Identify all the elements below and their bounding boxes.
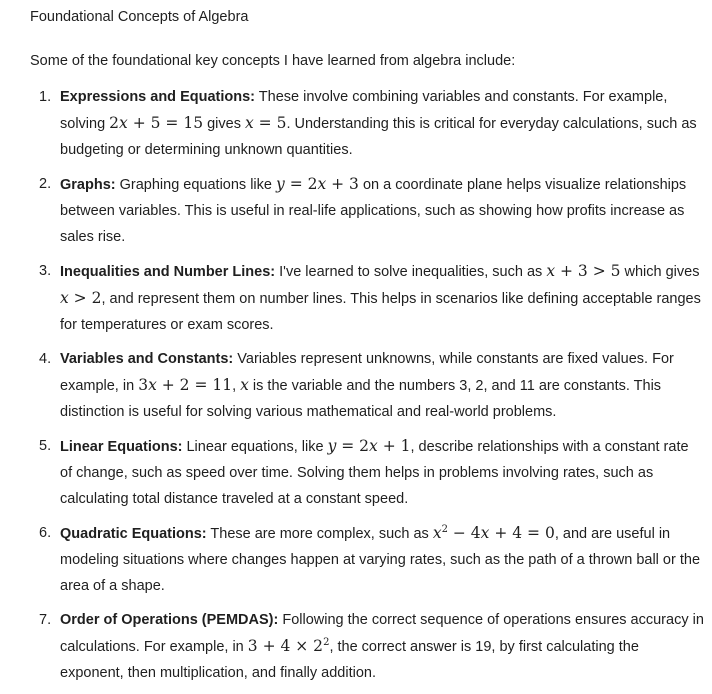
math-expression: $3 + 4 \times 2^2$ (247, 637, 330, 655)
item-text: , (232, 378, 241, 394)
item-text: Variables represent unknowns, while constants are fixed values. For example, in (60, 351, 674, 394)
item-text: Linear equations, like (182, 439, 328, 455)
concepts-list (0, 84, 712, 694)
math-expression: $x^2 - 4x + 4 = 0$ (432, 524, 555, 542)
item-term: Quadratic Equations: (60, 526, 207, 542)
math-expression: y = 2x + 1 (327, 437, 411, 455)
list-item (0, 607, 712, 686)
list-number: 1. (39, 89, 52, 105)
list-number: 4. (39, 351, 52, 367)
math-expression: x > 2 (60, 289, 102, 307)
math-expression: x (240, 376, 249, 394)
item-text: which gives (620, 264, 700, 280)
item-text: Following the correct sequence of operations ensures accuracy in calculations. For example, in (60, 612, 704, 655)
list-item (0, 171, 712, 250)
list-item (0, 433, 712, 512)
item-text: . Understanding this is critical for everyday calculations, such as budgeting or determining unknown quantities. (60, 116, 697, 158)
list-number: 7. (39, 612, 52, 628)
math-expression: x + 3 > 5 (546, 262, 621, 280)
list-number: 2. (39, 176, 52, 192)
item-text: , and are useful in modeling situations where changes happen at varying rates, such as the path of a thrown ball or the area of a shape. (60, 526, 701, 594)
item-term: Order of Operations (PEMDAS): (60, 612, 279, 628)
list-item (0, 258, 712, 338)
math-expression: x = 5 (245, 114, 287, 132)
item-text: is the variable and the numbers 3, 2, and 11 are constants. This distinction is useful for solving various mathematical and real-world problems. (60, 378, 662, 420)
item-text: on a coordinate plane helps visualize relationships between variables. This is useful in real-life applications, such as showing how profits increase as sales rise. (60, 177, 687, 245)
item-text: , the correct answer is 19, by first calculating the exponent, then multiplication, and finally addition. (60, 639, 639, 681)
list-item (0, 346, 712, 425)
list-number: 5. (39, 438, 52, 454)
list-item (0, 520, 712, 599)
item-text: gives (203, 116, 245, 132)
item-text: Graphing equations like (115, 177, 276, 193)
math-expression: 2x + 5 = 15 (109, 114, 204, 132)
item-term: Linear Equations: (60, 439, 183, 455)
list-number: 3. (39, 263, 52, 279)
item-text: These involve combining variables and constants. For example, solving (60, 89, 668, 132)
math-expression: 3x + 2 = 11 (138, 376, 233, 394)
document-title: Foundational Concepts of Algebra (30, 9, 249, 25)
item-text: , describe relationships with a constant rate of change, such as speed over time. Solving them helps in problems involving rates, such as calculating total distance traveled at a constant speed. (60, 439, 689, 507)
item-term: Inequalities and Number Lines: (60, 264, 276, 280)
intro-paragraph: Some of the foundational key concepts I have learned from algebra include: (30, 53, 516, 69)
math-expression: y = 2x + 3 (276, 175, 359, 193)
list-number: 6. (39, 525, 52, 541)
item-term: Graphs: (60, 177, 116, 193)
item-term: Variables and Constants: (60, 351, 234, 367)
item-text: , and represent them on number lines. This helps in scenarios like defining acceptable ranges for temperatures or exam scores. (60, 291, 701, 333)
list-item (0, 84, 712, 163)
item-term: Expressions and Equations: (60, 89, 255, 105)
item-text: These are more complex, such as (206, 526, 433, 542)
item-text: I've learned to solve inequalities, such as (275, 264, 547, 280)
